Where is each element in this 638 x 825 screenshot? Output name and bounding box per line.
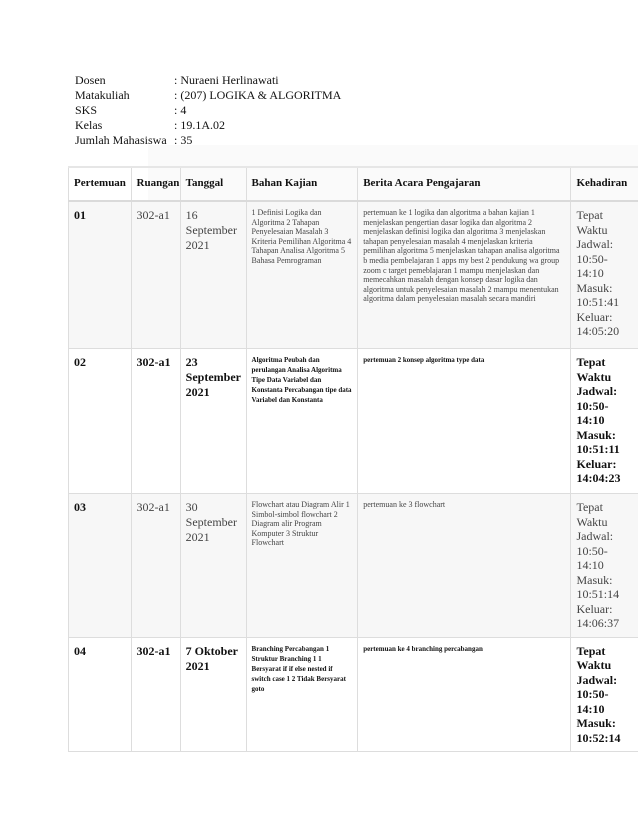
kehadiran-status: Tepat Waktu — [576, 355, 612, 384]
header-bahan-kajian: Bahan Kajian — [246, 167, 358, 201]
attendance-table — [68, 166, 638, 752]
table-row — [69, 637, 638, 752]
kehadiran-status: Tepat Waktu — [576, 500, 608, 529]
pertemuan-cell: 01 — [69, 201, 132, 349]
kehadiran-cell — [571, 637, 638, 752]
kehadiran-masuk: Masuk: 10:51:11 — [576, 427, 620, 456]
pertemuan-cell: 04 — [69, 637, 132, 752]
ruangan-cell: 302-a1 — [131, 201, 180, 349]
berita-acara-cell: pertemuan ke 4 branching percabangan — [358, 637, 571, 752]
bahan-kajian-cell: Flowchart atau Diagram Alir 1 Simbol-simbol flowchart 2 Diagram alir Program Komputer 3 Struktur Flowchart — [246, 494, 358, 638]
info-row-dosen — [75, 73, 341, 88]
kehadiran-masuk: Masuk: 10:51:14 — [576, 572, 620, 601]
matakuliah-value: : (207) LOGIKA & ALGORITMA — [174, 88, 342, 102]
kehadiran-keluar: Keluar: 14:06:37 — [576, 601, 620, 630]
header-berita-acara: Berita Acara Pengajaran — [358, 167, 571, 201]
ruangan-cell: 302-a1 — [131, 637, 180, 752]
tanggal-cell: 7 Oktober 2021 — [180, 637, 246, 752]
kehadiran-keluar: Keluar: 14:04:23 — [576, 456, 621, 485]
pertemuan-cell: 02 — [69, 349, 132, 494]
header-kehadiran: Kehadiran — [571, 167, 638, 201]
kehadiran-jadwal: Jadwal: 10:50-14:10 — [576, 384, 618, 427]
kehadiran-status: Tepat Waktu — [576, 208, 608, 237]
ruangan-cell: 302-a1 — [131, 494, 180, 638]
header-tanggal: Tanggal — [180, 167, 246, 201]
kelas-label: Kelas — [75, 118, 103, 132]
berita-acara-cell: pertemuan ke 3 flowchart — [358, 494, 571, 638]
tanggal-cell: 23 September 2021 — [180, 349, 246, 494]
bahan-kajian-cell: Algoritma Peubah dan perulangan Analisa Algoritma Tipe Data Variabel dan Konstanta Percabangan tipe data Variabel dan Konstanta — [246, 349, 358, 494]
matakuliah-label: Matakuliah — [75, 88, 130, 102]
kehadiran-cell — [571, 494, 638, 638]
kelas-value: : 19.1A.02 — [174, 118, 225, 132]
kehadiran-masuk: Masuk: 10:51:41 — [576, 280, 620, 309]
table-row — [69, 494, 638, 638]
info-row-kelas — [75, 118, 341, 133]
table-row — [69, 349, 638, 494]
kehadiran-keluar: Keluar: 14:05:20 — [576, 309, 620, 338]
info-row-matakuliah — [75, 88, 341, 103]
ruangan-cell: 302-a1 — [131, 349, 180, 494]
info-row-jumlah — [75, 133, 341, 148]
tanggal-cell: 16 September 2021 — [180, 201, 246, 349]
kehadiran-jadwal: Jadwal: 10:50-14:10 — [576, 237, 614, 280]
course-info — [75, 73, 341, 148]
sks-value: : 4 — [174, 103, 187, 117]
table-row — [69, 201, 638, 349]
kehadiran-jadwal: Jadwal: 10:50-14:10 — [576, 529, 614, 572]
bahan-kajian-cell: 1 Definisi Logika dan Algoritma 2 Tahapan Penyelesaian Masalah 3 Kriteria Pemilihan Algoritma 4 Tahapan Analisa Algoritma 5 Bahasa Pemrograman — [246, 201, 358, 349]
tanggal-cell: 30 September 2021 — [180, 494, 246, 638]
kehadiran-masuk: Masuk: 10:52:14 — [576, 716, 621, 745]
berita-acara-cell: pertemuan 2 konsep algoritma type data — [358, 349, 571, 494]
kehadiran-jadwal: Jadwal: 10:50-14:10 — [576, 672, 618, 716]
dosen-value: : Nuraeni Herlinawati — [174, 73, 279, 87]
header-ruangan: Ruangan — [131, 167, 180, 201]
jumlah-value: : 35 — [174, 133, 193, 147]
bahan-kajian-cell: Branching Percabangan 1 Struktur Branching 1 1 Bersyarat if if else nested if switch case 1 2 Tidak Bersyarat goto — [246, 637, 358, 752]
jumlah-label: Jumlah Mahasiswa — [75, 133, 167, 147]
dosen-label: Dosen — [75, 73, 106, 87]
kehadiran-cell — [571, 349, 638, 494]
info-row-sks — [75, 103, 341, 118]
kehadiran-cell — [571, 201, 638, 349]
berita-acara-cell: pertemuan ke 1 logika dan algoritma a bahan kajian 1 menjelaskan pengertian dasar logika dan algoritma 2 menjelaskan definisi logika dan algoritma 3 menjelaskan tahapan penyelesaian masalah 4 menjelaskan kriteria pemilihan algoritma 5 menjelaskan tahapan analisa algoritma b media pembelajaran 1 apps my best 2 pendukung wa group zoom c target pemeblajaran 1 mampu menjelaskan dan memecahkan masalah dengan konsep dasar logika dan algoritma untuk penyelesaian masalah 2 mampu menentukan algoritma dalam penyelesaian masalah secara mandiri — [358, 201, 571, 349]
header-pertemuan: Pertemuan — [69, 167, 132, 201]
sks-label: SKS — [75, 103, 98, 117]
pertemuan-cell: 03 — [69, 494, 132, 638]
kehadiran-status: Tepat Waktu — [576, 643, 612, 672]
table-header-row — [69, 167, 638, 201]
